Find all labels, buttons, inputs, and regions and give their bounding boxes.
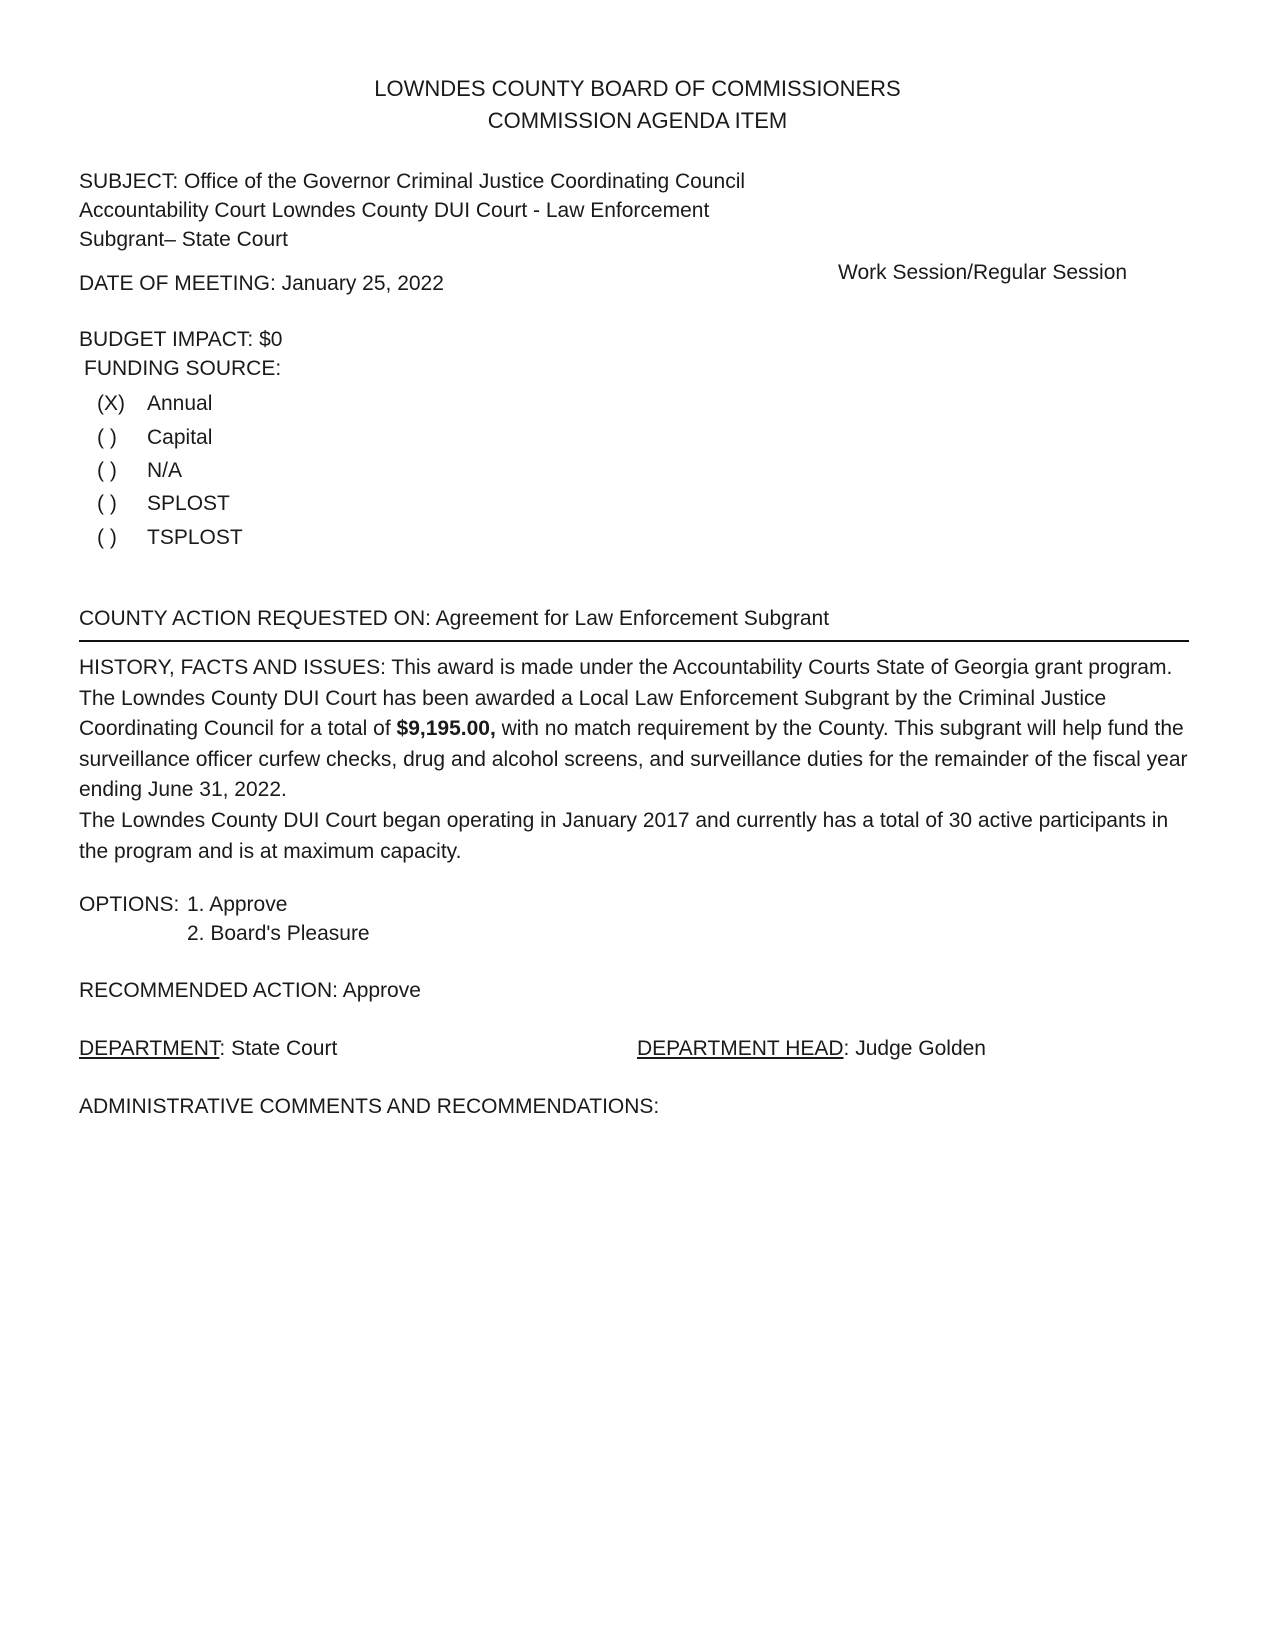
agenda-item-title: COMMISSION AGENDA ITEM (487, 108, 788, 133)
meeting-date: DATE OF MEETING: January 25, 2022 (79, 272, 444, 295)
checkbox-mark: ( ) (97, 459, 117, 482)
subject-line-1: SUBJECT: Office of the Governor Criminal Justice Coordinating Council (79, 170, 746, 193)
option-2: 2. Board's Pleasure (187, 922, 370, 945)
checkbox-mark: ( ) (97, 426, 117, 449)
funding-option-tsplost: ( ) TSPLOST (97, 526, 243, 549)
session-type: Work Session/Regular Session (838, 261, 1128, 284)
recommended-action: RECOMMENDED ACTION: Approve (79, 979, 421, 1002)
administrative-comments: ADMINISTRATIVE COMMENTS AND RECOMMENDATIONS: (79, 1095, 660, 1118)
checkbox-mark: (X) (97, 392, 125, 415)
divider-line (79, 640, 1189, 642)
subject-line-3: Subgrant– State Court (79, 228, 288, 251)
grant-amount: $9,195.00, (396, 717, 496, 740)
history-paragraph-2: The Lowndes County DUI Court began operating in January 2017 and currently has a total of 30 active participants in the program and is at maximum capacity. (79, 809, 1169, 863)
checkbox-mark: ( ) (97, 492, 117, 515)
funding-option-capital: ( ) Capital (97, 426, 213, 449)
funding-option-na: ( ) N/A (97, 459, 183, 482)
subject-line-2: Accountability Court Lowndes County DUI Court - Law Enforcement (79, 199, 710, 222)
checkbox-mark: ( ) (97, 526, 117, 549)
funding-source-label: FUNDING SOURCE: (84, 357, 282, 380)
department: DEPARTMENT: State Court (79, 1037, 338, 1060)
budget-impact: BUDGET IMPACT: $0 (79, 328, 283, 351)
county-action-requested: COUNTY ACTION REQUESTED ON: Agreement for Law Enforcement Subgrant (79, 607, 830, 630)
option-1: 1. Approve (187, 893, 288, 916)
department-head: DEPARTMENT HEAD: Judge Golden (637, 1037, 986, 1060)
board-title: LOWNDES COUNTY BOARD OF COMMISSIONERS (374, 76, 901, 101)
funding-option-annual: (X) Annual (97, 392, 213, 415)
funding-option-splost: ( ) SPLOST (97, 492, 230, 515)
options-label: OPTIONS: (79, 893, 180, 916)
history-facts-issues: HISTORY, FACTS AND ISSUES: This award is made under the Accountability Courts State of Georgia grant program. The Lowndes County DUI Court has been awarded a Local Law Enforcement Subgrant by the Criminal Justice Coordinating Council for a total of $9,195.00, with no match requirement by the County. This subgrant will help fund the surveillance officer curfew checks, drug and alcohol screens, and surveillance duties for the remainder of the fiscal year ending June 31, 2022. (79, 656, 1188, 801)
